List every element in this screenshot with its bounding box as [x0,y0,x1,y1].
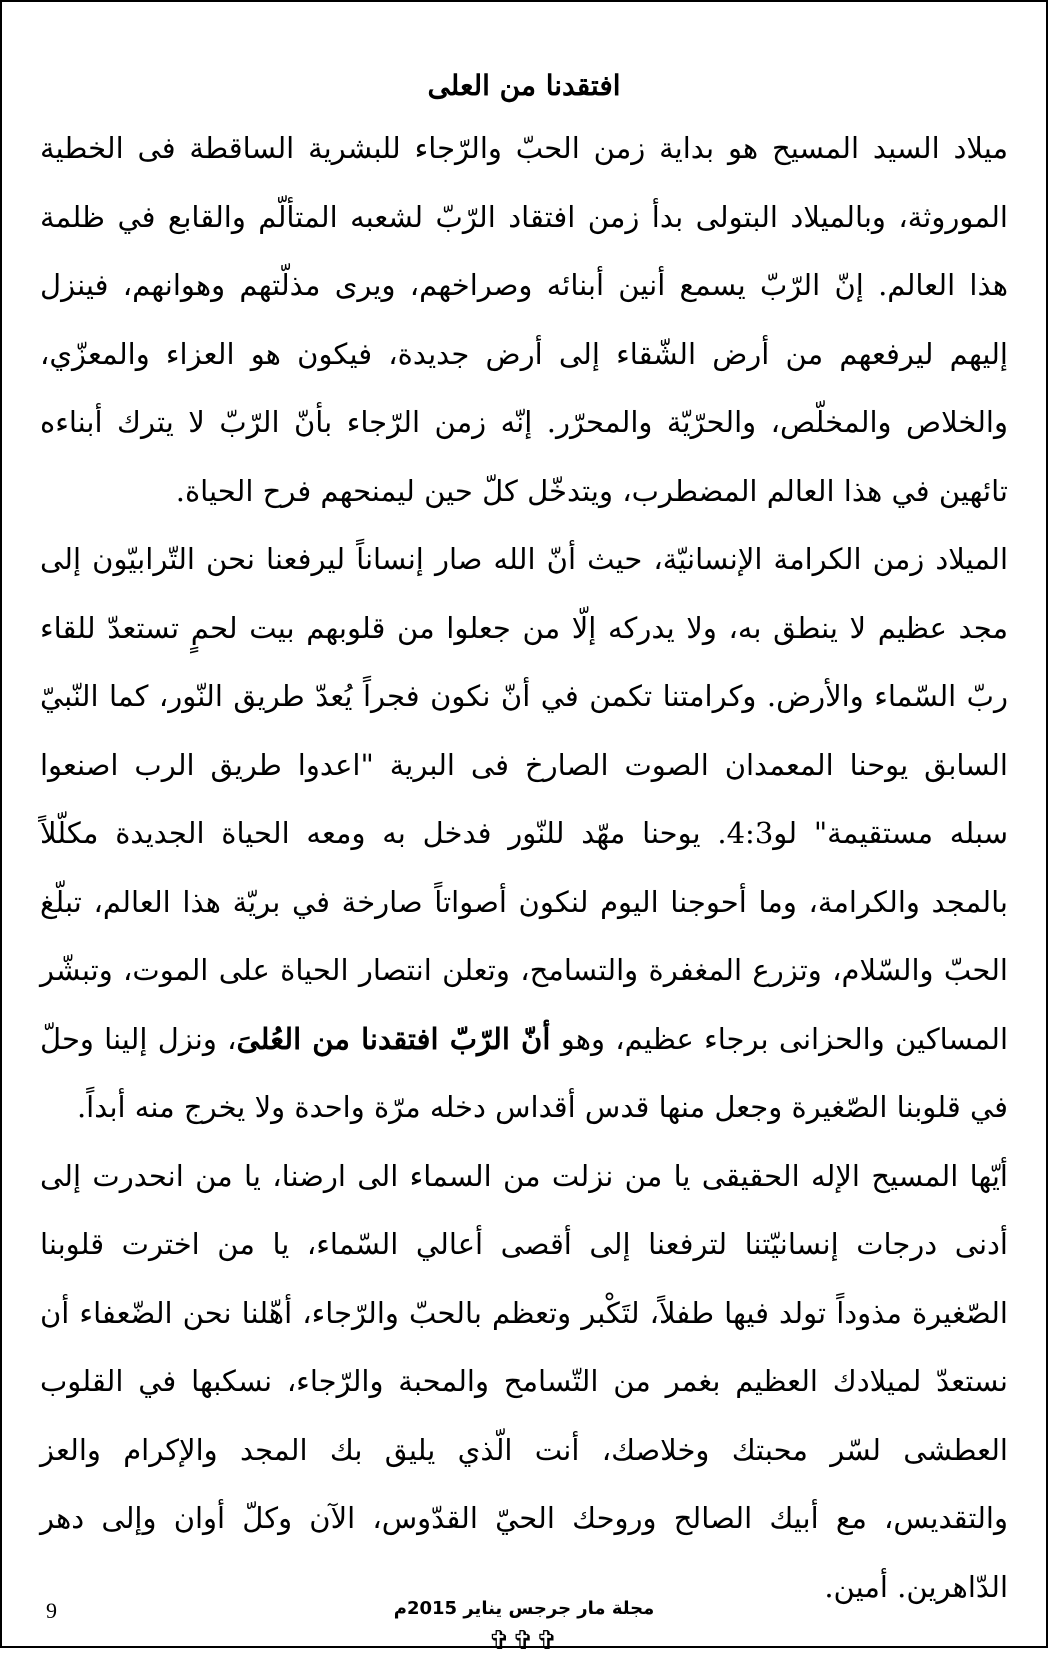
publication-title: مجلة مار جرجس يناير 2015م [393,1598,655,1619]
paragraph-3: أيّها المسيح الإله الحقيقى يا من نزلت من السماء الى ارضنا، يا من انحدرت إلى أدنى درجات إنسانيّتنا لترفعنا إلى أقصى أعالي السّماء، يا من اخترت قلوبنا الصّغيرة مذوداً تولد فيها طفلاً، لتَكْبر وتعظم بالحبّ والرّجاء، أهّلنا نحن الضّعفاء أن نستعدّ لميلادك العظيم بغمر من التّسامح والمحبة والرّجاء، نسكبها في القلوب العطشى لسّر محبتك وخلاصك، أنت الّذي يليق بك المجد والإكرام والعز والتقديس، مع أبيك الصالح وروحك الحيّ القدّوس، الآن وكلّ أوان وإلى دهر الدّاهرين. أمين. [40,1158,1008,1604]
cross-icons: ✞✞✞ [488,1626,560,1656]
paragraph-2-text-after: ، ونزل إلينا وحلّ في قلوبنا الصّغيرة وجعل منها قدس أقداس دخله مرّة واحدة ولا يخرج منه أبداً. [40,1021,1008,1124]
paragraph-2 [40,525,1008,1142]
paragraph-2-emphasis: أنّ الرّبّ افتقدنا من العُلىَ [236,1021,551,1056]
paragraph-1: ميلاد السيد المسيح هو بداية زمن الحبّ والرّجاء للبشرية الساقطة فى الخطية الموروثة، وبالميلاد البتولى بدأ زمن افتقاد الرّبّ لشعبه المتألّم والقابع في ظلمة هذا العالم. إنّ الرّبّ يسمع أنين أبنائه وصراخهم، ويرى مذلّتهم وهوانهم، فينزل إليهم ليرفعهم من أرض الشّقاء إلى أرض جديدة، فيكون هو العزاء والمعزّي، والخلاص والمخلّص، والحرّيّة والمحرّر. إنّه زمن الرّجاء بأنّ الرّبّ لا يترك أبناءه تائهين في هذا العالم المضطرب، ويتدخّل كلّ حين ليمنحهم فرح الحياة. [40,131,1008,508]
page-number: 9 [46,1598,57,1623]
paragraph-2-text-before: الميلاد زمن الكرامة الإنسانيّة، حيث أنّ الله صار إنساناً ليرفعنا نحن التّرابيّون إلى مجد عظيم لا ينطق به، ولا يدركه إلّا من جعلوا من قلوبهم بيت لحمٍ تستعدّ للقاء ربّ السّماء والأرض. وكرامتنا تكمن في أنّ نكون فجراً يُعدّ طريق النّور، كما النّبيّ السابق يوحنا المعمدان الصوت الصارخ فى البرية "اعدوا طريق الرب اصنعوا سبله مستقيمة" لو4:3. يوحنا مهّد للنّور فدخل به ومعه الحياة الجديدة مكلّلاً بالمجد والكرامة، وما أحوجنا اليوم لنكون أصواتاً صارخة في بريّة هذا العالم، تبلّغ الحبّ والسّلام، وتزرع المغفرة والتسامح، وتعلن انتصار الحياة على الموت، وتبشّر المساكين والحزانى برجاء عظيم، وهو [40,542,1009,1056]
article-title: افتقدنا من العلى [427,69,621,102]
article [40,62,1008,1661]
page-footer [40,1598,1008,1628]
